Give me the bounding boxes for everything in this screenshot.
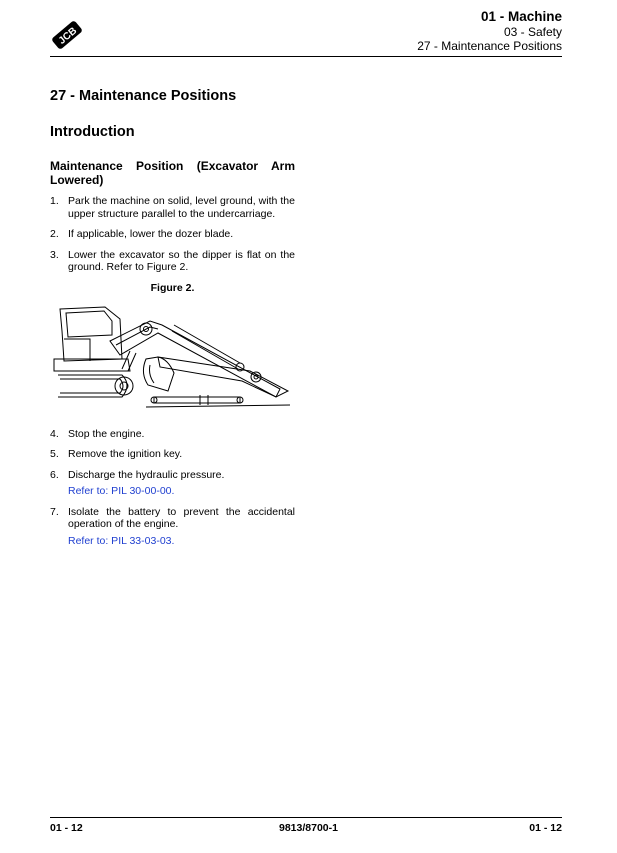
- jcb-logo: [50, 18, 84, 52]
- excavator-figure: [50, 301, 295, 413]
- reference-link[interactable]: Refer to: PIL 33-03-03.: [68, 534, 175, 547]
- header-chapter: 01 - Machine: [480, 9, 562, 24]
- list-item: 7. Isolate the battery to prevent the accidental operation of the engine. Refer to: PIL 33-03-03.: [50, 505, 295, 547]
- steps-list-b: [50, 428, 295, 548]
- figure-caption: Figure 2.: [150, 281, 195, 294]
- steps-list-a: [50, 195, 295, 274]
- footer-page-right: 01 - 12: [529, 822, 562, 834]
- subsection-heading: Maintenance Position (Excavator Arm Lowered): [50, 159, 295, 187]
- list-item: 6. Discharge the hydraulic pressure. Refer to: PIL 30-00-00.: [50, 469, 295, 498]
- page-header: [417, 8, 562, 53]
- list-item: 4. Stop the engine.: [50, 427, 145, 440]
- main-column: [50, 87, 295, 555]
- header-topic: 27 - Maintenance Positions: [417, 39, 562, 53]
- page-title: 27 - Maintenance Positions: [50, 88, 237, 104]
- footer-rule: [50, 817, 562, 818]
- footer-page-left: 01 - 12: [50, 822, 83, 834]
- footer-doc-number: 9813/8700-1: [279, 822, 338, 834]
- svg-text:JCB: JCB: [56, 25, 80, 47]
- list-item: 1. Park the machine on solid, level ground, with the upper structure parallel to the undercarriage.: [50, 195, 295, 220]
- reference-link[interactable]: Refer to: PIL 30-00-00.: [68, 485, 175, 497]
- section-heading: Introduction: [50, 124, 135, 140]
- list-item: 5. Remove the ignition key.: [50, 448, 183, 460]
- list-item: 2. If applicable, lower the dozer blade.: [50, 228, 234, 240]
- header-rule: [50, 56, 562, 57]
- list-item: 3. Lower the excavator so the dipper is flat on the ground. Refer to Figure 2.: [50, 248, 295, 273]
- header-section: 03 - Safety: [503, 25, 562, 39]
